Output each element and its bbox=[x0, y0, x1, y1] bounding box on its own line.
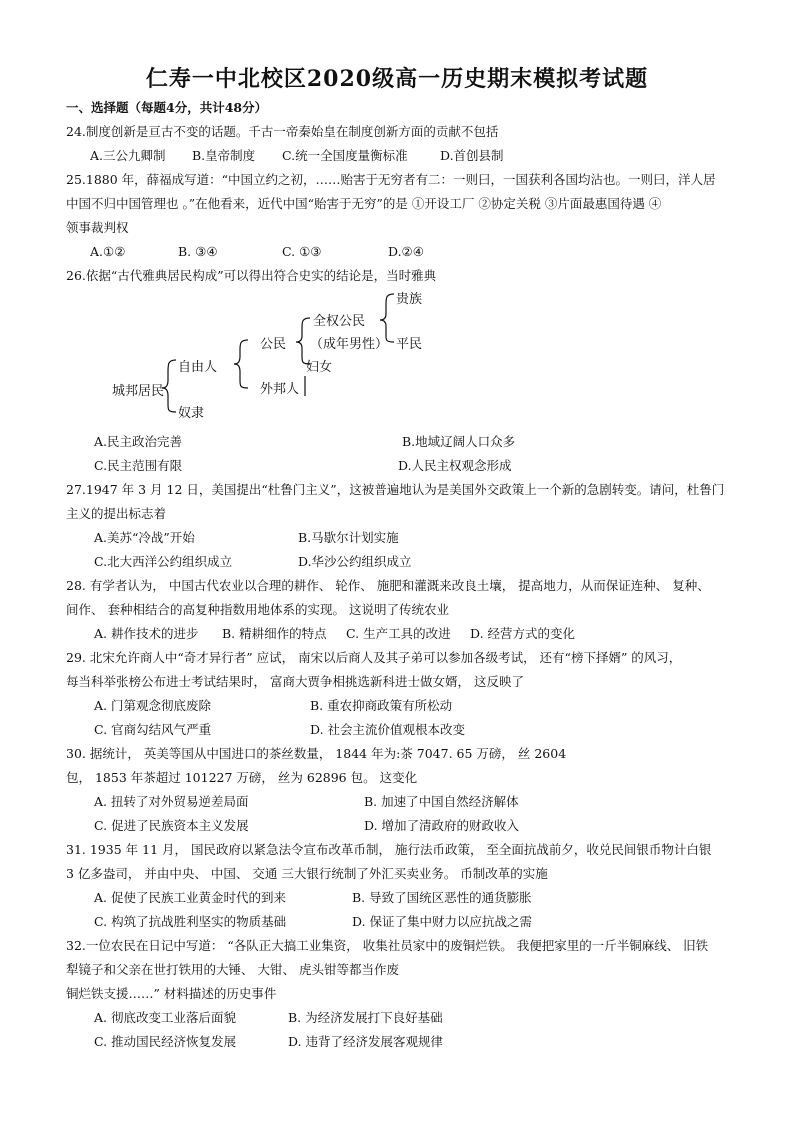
q25-line3: 领事裁判权 bbox=[66, 220, 129, 235]
q27-option-d: D.华沙公约组织成立 bbox=[298, 554, 412, 569]
q28-option-b: B. 精耕细作的特点 bbox=[222, 626, 327, 641]
q28-option-a: A. 耕作技术的进步 bbox=[94, 626, 199, 641]
q25-option-a: A.①② bbox=[90, 244, 126, 259]
q30-option-c: C. 促进了民族资本主义发展 bbox=[94, 818, 249, 833]
brace-free-persons bbox=[234, 340, 248, 388]
q25-option-c: C. ①③ bbox=[282, 244, 322, 259]
q32-line2: 犁镜子和父亲在世打铁用的大锤、 大钳、 虎头钳等都当作废 bbox=[66, 962, 399, 977]
q32-line1: 32.一位农民在日记中写道： “各队正大搞工业集资， 收集社员家中的废铜烂铁。 我便把家里的一斤半铜麻线、 旧铁 bbox=[66, 938, 709, 953]
q26-option-b: B.地域辽阔人口众多 bbox=[402, 434, 516, 449]
q26-option-c: C.民主范围有限 bbox=[94, 458, 183, 473]
section-heading: 一、选择题（每题4分，共计48分） bbox=[66, 100, 268, 115]
diagram-city-residents: 城邦居民 bbox=[112, 384, 165, 399]
q28-option-d: D. 经营方式的变化 bbox=[470, 626, 576, 641]
q29-line2: 每当科举张榜公布进士考试结果时， 富商大贾争相挑选新科进士做女婿， 这反映了 bbox=[66, 674, 524, 689]
q31-option-a: A. 促使了民族工业黄金时代的到来 bbox=[94, 890, 286, 905]
q29-line1: 29. 北宋允许商人中“奇才异行者” 应试， 南宋以后商人及其子弟可以参加各级考试， 还有“榜下择婿” 的风习， bbox=[66, 650, 682, 665]
q32-option-b: B. 为经济发展打下良好基础 bbox=[288, 1010, 443, 1025]
q30-line1: 30. 据统计， 英美等国从中国进口的茶丝数量， 1844 年为:茶 7047. 65 万磅， 丝 2604 bbox=[66, 746, 567, 761]
q24-stem: 24.制度创新是亘古不变的话题。千古一帝秦始皇在制度创新方面的贡献不包括 bbox=[66, 124, 499, 139]
q28-line1: 28. 有学者认为， 中国古代农业以合理的耕作、 轮作、 施肥和灌溉来改良土壤， 提高地力，从而保证连种、 复种、 bbox=[66, 578, 710, 593]
q27-line2: 主义的提出标志着 bbox=[66, 506, 167, 521]
q26-option-d: D.人民主权观念形成 bbox=[398, 458, 512, 473]
q24-option-a: A.三公九卿制 bbox=[90, 148, 166, 163]
diagram-adult-males: （成年男性） bbox=[310, 337, 389, 352]
q26-stem: 26.依据“古代雅典居民构成”可以得出符合史实的结论是，当时雅典 bbox=[66, 268, 437, 283]
q29-option-b: B. 重农抑商政策有所松动 bbox=[310, 698, 453, 713]
q31-line2: 3 亿多盎司， 并由中央、 中国、 交通 三大银行统制了外汇买卖业务。 币制改革的实施 bbox=[66, 866, 548, 881]
q31-line1: 31. 1935 年 11 月， 国民政府以紧急法令宣布改革币制， 施行法币政策， 至全面抗战前夕，收兑民间银币物计白银 bbox=[66, 842, 712, 857]
q31-option-b: B. 导致了国统区恶性的通货膨胀 bbox=[352, 890, 532, 905]
q30-option-a: A. 扭转了对外贸易逆差局面 bbox=[94, 794, 249, 809]
q25-line1: 25.1880 年，薛福成写道：“中国立约之初，……贻害于无穷者有二：一则曰，一国获利各国均沾也。一则曰，洋人居 bbox=[66, 172, 716, 187]
q32-option-d: D. 违背了经济发展客观规律 bbox=[288, 1034, 444, 1049]
diagram-full-citizens: 全权公民 bbox=[313, 314, 366, 329]
page-title: 仁寿一中北校区2020级高一历史期末模拟考试题 bbox=[145, 66, 649, 92]
diagram-commoners: 平民 bbox=[396, 337, 423, 352]
q29-option-a: A. 门第观念彻底废除 bbox=[94, 698, 211, 713]
q25-line2: 中国不归中国管理也 。”在他看来，近代中国“贻害于无穷”的是 ①开设工厂 ②协定关税 ③片面最惠国待遇 ④ bbox=[66, 196, 662, 211]
diagram-nobles: 贵族 bbox=[396, 292, 423, 307]
q26-option-a: A.民主政治完善 bbox=[94, 434, 183, 449]
q28-line2: 间作、 套种相结合的高复种指数用地体系的实现。 这说明了传统农业 bbox=[66, 602, 449, 617]
q27-line1: 27.1947 年 3 月 12 日，美国提出“杜鲁门主义”，这被普遍地认为是美国外交政策上一个新的急剧转变。请问，杜鲁门 bbox=[66, 482, 725, 497]
q29-option-d: D. 社会主流价值观根本改变 bbox=[310, 722, 466, 737]
diagram-slaves: 奴隶 bbox=[178, 406, 205, 421]
brace-city-residents bbox=[162, 360, 176, 412]
q31-option-d: D. 保证了集中财力以应抗战之需 bbox=[352, 914, 533, 929]
q32-option-a: A. 彻底改变工业落后面貌 bbox=[94, 1010, 236, 1025]
q24-option-b: B.皇帝制度 bbox=[192, 148, 256, 163]
q24-option-c: C.统一全国度量衡标准 bbox=[282, 148, 408, 163]
q30-line2: 包， 1853 年茶超过 101227 万磅， 丝为 62896 包。 这变化 bbox=[66, 770, 418, 785]
q27-option-a: A.美苏“冷战”开始 bbox=[94, 530, 195, 545]
diagram-foreigners: 外邦人 bbox=[260, 382, 300, 397]
diagram-women: 妇女 bbox=[306, 360, 333, 375]
q27-option-c: C.北大西洋公约组织成立 bbox=[94, 554, 233, 569]
q25-option-d: D.②④ bbox=[388, 244, 424, 259]
q30-option-b: B. 加速了中国自然经济解体 bbox=[364, 794, 519, 809]
q32-option-c: C. 推动国民经济恢复发展 bbox=[94, 1034, 237, 1049]
diagram-free-persons: 自由人 bbox=[178, 360, 218, 375]
q29-option-c: C. 官商勾结风气严重 bbox=[94, 722, 212, 737]
q27-option-b: B.马歇尔计划实施 bbox=[298, 530, 399, 545]
q28-option-c: C. 生产工具的改进 bbox=[346, 626, 451, 641]
diagram-citizens: 公民 bbox=[260, 337, 287, 352]
q31-option-c: C. 构筑了抗战胜利坚实的物质基础 bbox=[94, 914, 287, 929]
q30-option-d: D. 增加了清政府的财政收入 bbox=[364, 818, 520, 833]
q32-line3: 铜烂铁支援……” 材料描述的历史事件 bbox=[66, 986, 277, 1001]
q24-option-d: D.首创县制 bbox=[440, 148, 504, 163]
q25-option-b: B. ③④ bbox=[178, 244, 218, 259]
